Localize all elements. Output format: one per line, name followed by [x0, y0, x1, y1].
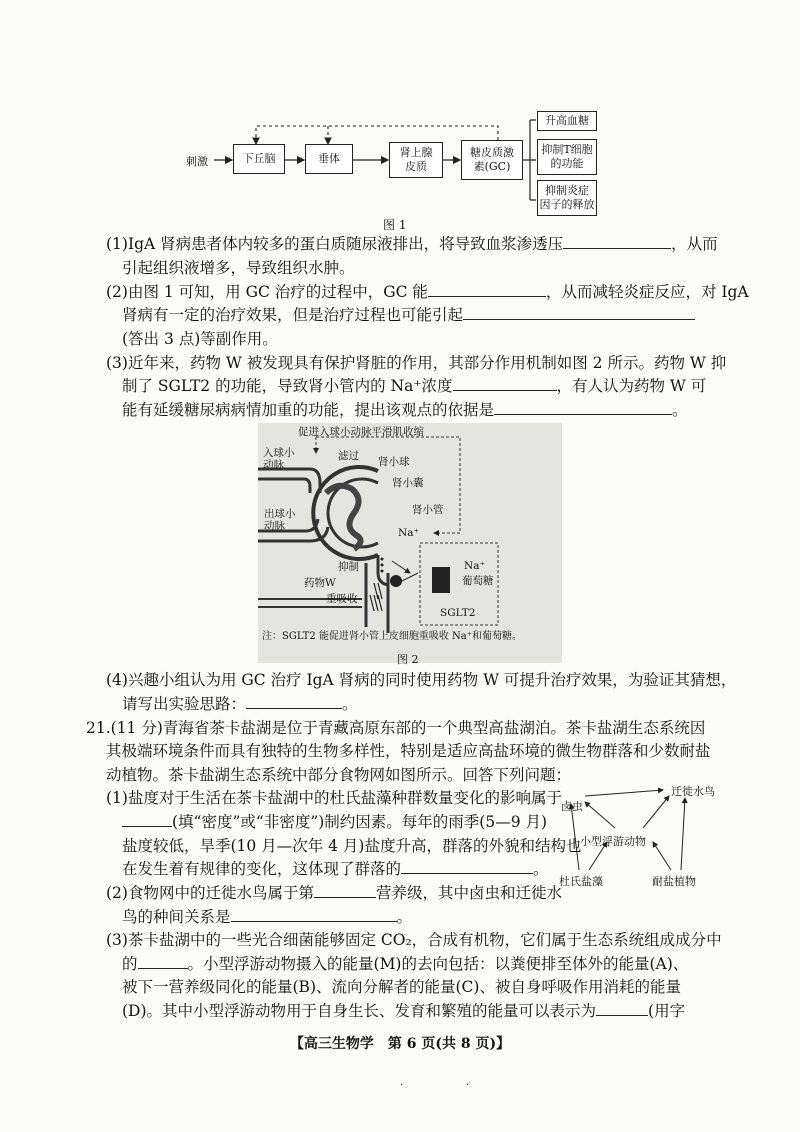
q21-intro-1: 21.(11 分)青海省茶卡盐湖是位于青藏高原东部的一个典型高盐湖泊。茶卡盐湖生态系统因: [86, 719, 706, 737]
answer-blank[interactable]: [122, 812, 172, 827]
q2-text-a: (2)由图 1 可知，用 GC 治疗的过程中，GC 能: [106, 283, 428, 301]
effect-raise-glucose: 升高血糖: [537, 111, 597, 131]
q21-p2-line-1: [106, 883, 562, 903]
answer-blank[interactable]: [453, 376, 557, 391]
fig2-label-glomerulus: 肾小球: [378, 456, 410, 468]
q3-line-3: [122, 400, 688, 420]
fig2-note: 注：SGLT2 能促进肾小管上皮细胞重吸收 Na⁺和葡萄糖。: [262, 631, 523, 642]
foodweb-bird: 迁徙水鸟: [671, 785, 715, 798]
node-gc: 糖皮质激 素(GC): [461, 140, 523, 180]
effect-inhibit-t-cell: 抑制T细胞 的功能: [537, 139, 597, 175]
figure-1-caption: 图 1: [383, 218, 407, 232]
q4-text-b: 请写出实验思路：: [122, 695, 247, 713]
figure-2-caption: 图 2: [397, 653, 419, 666]
q21-p2-text-d: 。: [396, 908, 413, 926]
fig2-label-filter: 滤过: [338, 450, 359, 462]
answer-blank[interactable]: [314, 883, 376, 898]
q3-text-d: 能有延缓糖尿病病情加重的功能，提出该观点的依据是: [122, 401, 495, 419]
q21-p1-line-2: [122, 812, 547, 832]
stimulus-label: 刺激: [186, 155, 208, 168]
foodweb-alga: 杜氏盐藻: [559, 875, 603, 888]
q21-p2-text-b: 营养级，其中卤虫和迁徙水: [375, 884, 562, 902]
node-pituitary: 垂体: [305, 144, 353, 174]
q3-line-1: (3)近年来，药物 W 被发现具有保护肾脏的作用，其部分作用机制如图 2 所示。药物 W 抑: [106, 354, 727, 372]
q2-line-1: [106, 282, 749, 302]
q2-text-c: 肾病有一定的治疗效果，但是治疗过程也可能引起: [122, 306, 464, 324]
answer-blank[interactable]: [463, 305, 695, 320]
q1-line-2: 引起组织液增多，导致组织水肿。: [122, 259, 355, 277]
q3-text-c: ，有人认为药物 W 可: [556, 377, 707, 395]
scan-dot: ·: [400, 1080, 404, 1091]
fig2-label-na: Na⁺: [398, 527, 419, 539]
q3-text-b: 制了 SGLT2 的功能，导致肾小管内的 Na⁺浓度: [122, 377, 453, 395]
kidney-mechanism-diagram: [258, 423, 562, 663]
q21-p1-text-d: 在发生着有规律的变化，这体现了群落的: [122, 860, 402, 878]
q21-p3-line-2: [122, 954, 688, 974]
answer-blank[interactable]: [401, 859, 533, 874]
q2-line-2: [122, 305, 695, 325]
node-adrenal-cortex: 肾上腺 皮质: [389, 142, 443, 178]
foodweb-zooplankton: 小型浮游动物: [580, 835, 646, 848]
q1-line-1: [106, 234, 718, 254]
q21-p1-text-e: 。: [533, 860, 549, 878]
q21-p3-text-e: (D)。其中小型浮游动物用于自身生长、发育和繁殖的能量可以表示为: [122, 1002, 597, 1020]
fig2-label-drug: 药物W: [304, 577, 336, 589]
q21-p2-text-a: (2)食物网中的迁徙水鸟属于第: [106, 884, 314, 902]
effect-inhibit-inflammation: 抑制炎症 因子的释放: [537, 180, 597, 216]
q21-p1-line-1: (1)盐度对于生活在茶卡盐湖中的杜氏盐藻种群数量变化的影响属于: [106, 789, 562, 807]
answer-blank[interactable]: [231, 907, 397, 922]
answer-blank[interactable]: [563, 234, 671, 249]
fig2-label-na2: Na⁺: [464, 560, 485, 572]
q21-intro-3: 动植物。茶卡盐湖生态系统中部分食物网如图所示。回答下列问题：: [106, 766, 572, 784]
q3-text-e: 。: [672, 401, 688, 419]
node-hypothalamus: 下丘脑: [233, 144, 285, 174]
answer-blank[interactable]: [428, 282, 546, 297]
q21-p3-text-f: (用字: [648, 1002, 686, 1020]
answer-blank[interactable]: [138, 954, 188, 969]
answer-blank[interactable]: [246, 694, 342, 709]
q21-p3-line-4: [122, 1001, 685, 1021]
q21-p2-text-c: 鸟的种间关系是: [122, 908, 231, 926]
fig2-label-sglt2: SGLT2: [440, 607, 476, 619]
answer-blank[interactable]: [596, 1001, 648, 1016]
q21-p1-line-4: [122, 859, 549, 879]
scan-dot: ·: [466, 1080, 470, 1091]
q2-text-b: ，从而减轻炎症反应，对 IgA: [545, 283, 749, 301]
q21-p3-line-1: (3)茶卡盐湖中的一些光合细菌能够固定 CO₂，合成有机物，它们属于生态系统组成成分中: [106, 931, 722, 949]
fig2-label-capsule: 肾小囊: [392, 477, 424, 489]
q21-p2-line-2: [122, 907, 412, 927]
fig2-label-reabsorb: 重吸收: [326, 593, 358, 605]
q21-intro-2: 其极端环境条件而具有独特的生物多样性，特别是适应高盐环境的微生物群落和少数耐盐: [106, 742, 711, 760]
q4-text-c: 。: [342, 695, 358, 713]
q21-p3-text-b: 的: [122, 955, 138, 973]
figure-2-photo: [258, 423, 562, 663]
answer-blank[interactable]: [494, 400, 672, 415]
q21-p1-text-b: (填“密度”或“非密度”)制约因素。每年的雨季(5—9 月): [172, 813, 548, 831]
fig2-label-afferent: 入球小 动脉: [263, 447, 295, 471]
q21-p3-text-c: 。小型浮游动物摄入的能量(M)的去向包括：以粪便排至体外的能量(A)、: [187, 955, 689, 973]
fig2-label-glucose: 葡萄糖: [462, 575, 494, 587]
q4-line-2: [122, 694, 358, 714]
fig2-label-top: 促进入球小动脉平滑肌收缩: [298, 426, 424, 438]
fig2-label-inhibit: 抑制: [338, 561, 359, 573]
foodweb-plant: 耐盐植物: [652, 875, 696, 888]
fig2-label-efferent: 出球小 动脉: [264, 508, 296, 532]
q1-text-a: (1)IgA 肾病患者体内较多的蛋白质随尿液排出，将导致血浆渗透压: [106, 235, 564, 253]
q2-line-3: (答出 3 点)等副作用。: [122, 330, 278, 348]
q4-line-1: (4)兴趣小组认为用 GC 治疗 IgA 肾病的同时使用药物 W 可提升治疗效果，为验证其猜想，: [106, 671, 737, 689]
q1-text-b: ，从而: [671, 235, 718, 253]
q21-p3-line-3: 被下一营养级同化的能量(B)、流向分解者的能量(C)、被自身呼吸作用消耗的能量: [122, 978, 681, 996]
fig2-label-tubule: 肾小管: [412, 504, 444, 516]
q21-p1-line-3: 盐度较低，旱季(10 月—次年 4 月)盐度升高，群落的外貌和结构也: [122, 837, 582, 855]
foodweb-brine-shrimp: 卤虫: [561, 800, 583, 813]
q3-line-2: [122, 376, 706, 396]
page-footer: 【高三生物学 第 6 页(共 8 页)】: [289, 1036, 511, 1052]
